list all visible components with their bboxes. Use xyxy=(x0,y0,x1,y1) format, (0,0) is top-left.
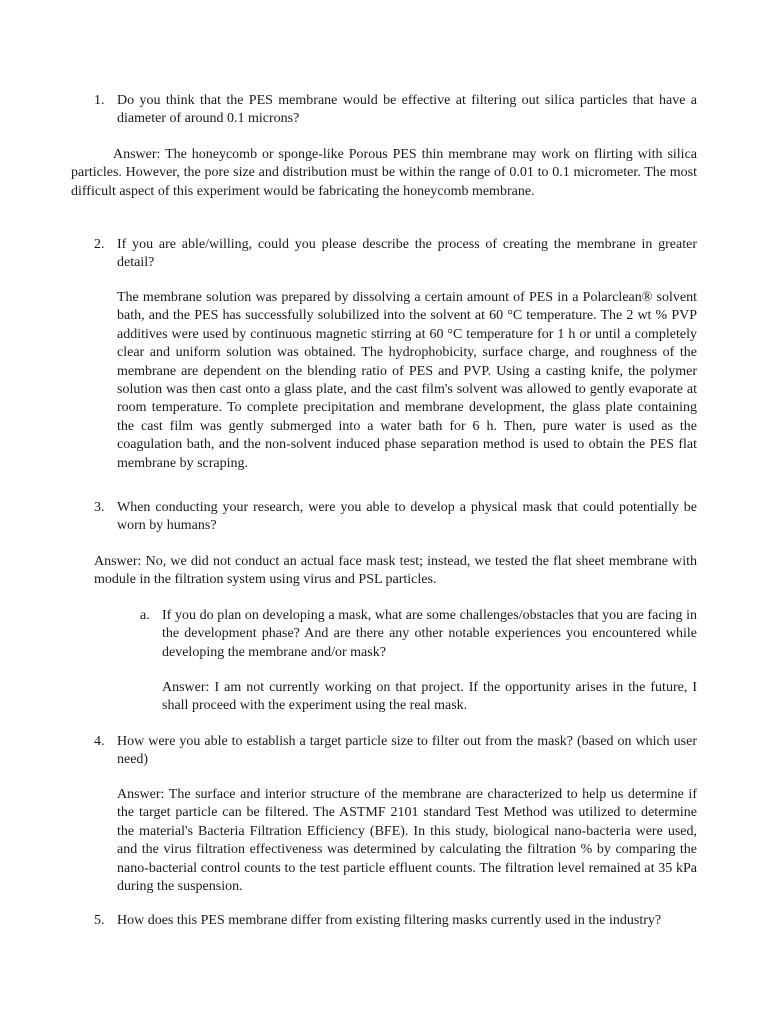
answer-2: The membrane solution was prepared by dissolving a certain amount of PES in a Polarclean® solvent bath, and the PES has successfully solubilized into the solvent at 60 °C temperature. The 2 wt % PVP additives were used by continuous magnetic stirring at 60 °C temperature for 1 h or until a completely clear and uniform solution was obtained. The hydrophobicity, surface charge, and roughness of the membrane are dependent on the blending ratio of PES and PVP. Using a casting knife, the polymer solution was then cast onto a glass plate, and the cast film's solvent was allowed to gently evaporate at room temperature. To complete precipitation and membrane development, the glass plate containing the cast film was gently submerged into a water bath for 6 h. Then, pure water is used as the coagulation bath, and the non-solvent induced phase separation method is used to obtain the PES flat membrane by scraping. xyxy=(117,290,697,471)
item-number-1: 1. xyxy=(94,93,105,108)
answer-3: Answer: No, we did not conduct an actual face mask test; instead, we tested the flat sheet membrane with module in the filtration system using virus and PSL particles. xyxy=(94,554,697,588)
question-3a: If you do plan on developing a mask, what are some challenges/obstacles that you are facing in the development phase? And are there any other notable experiences you encountered while developing the membrane and/or mask? xyxy=(162,608,697,660)
answer-1: Answer: The honeycomb or sponge-like Porous PES thin membrane may work on flirting with silica particles. However, the pore size and distribution must be within the range of 0.01 to 0.1 micrometer. The most difficult aspect of this experiment would be fabricating the honeycomb membrane. xyxy=(71,147,697,199)
question-3: When conducting your research, were you able to develop a physical mask that could potentially be worn by humans? xyxy=(117,500,697,534)
question-4: How were you able to establish a target particle size to filter out from the mask? (based on which user need) xyxy=(117,734,697,768)
item-letter-a: a. xyxy=(140,608,150,623)
question-1: Do you think that the PES membrane would be effective at filtering out silica particles that have a diameter of around 0.1 microns? xyxy=(117,93,697,127)
question-5: How does this PES membrane differ from existing filtering masks currently used in the industry? xyxy=(117,913,662,928)
answer-3a: Answer: I am not currently working on that project. If the opportunity arises in the future, I shall proceed with the experiment using the real mask. xyxy=(162,680,697,714)
question-2: If you are able/willing, could you please describe the process of creating the membrane in greater detail? xyxy=(117,237,697,271)
answer-4: Answer: The surface and interior structure of the membrane are characterized to help us determine if the target particle can be filtered. The ASTMF 2101 standard Test Method was utilized to determine the material's Bacteria Filtration Efficiency (BFE). In this study, biological nano-bacteria were used, and the virus filtration effectiveness was determined by calculating the filtration % by comparing the nano-bacterial control counts to the test particle effluent counts. The filtration level remained at 35 kPa during the suspension. xyxy=(117,787,697,895)
item-number-3: 3. xyxy=(94,500,105,515)
item-number-2: 2. xyxy=(94,237,105,252)
item-number-4: 4. xyxy=(94,734,105,749)
item-number-5: 5. xyxy=(94,913,105,928)
